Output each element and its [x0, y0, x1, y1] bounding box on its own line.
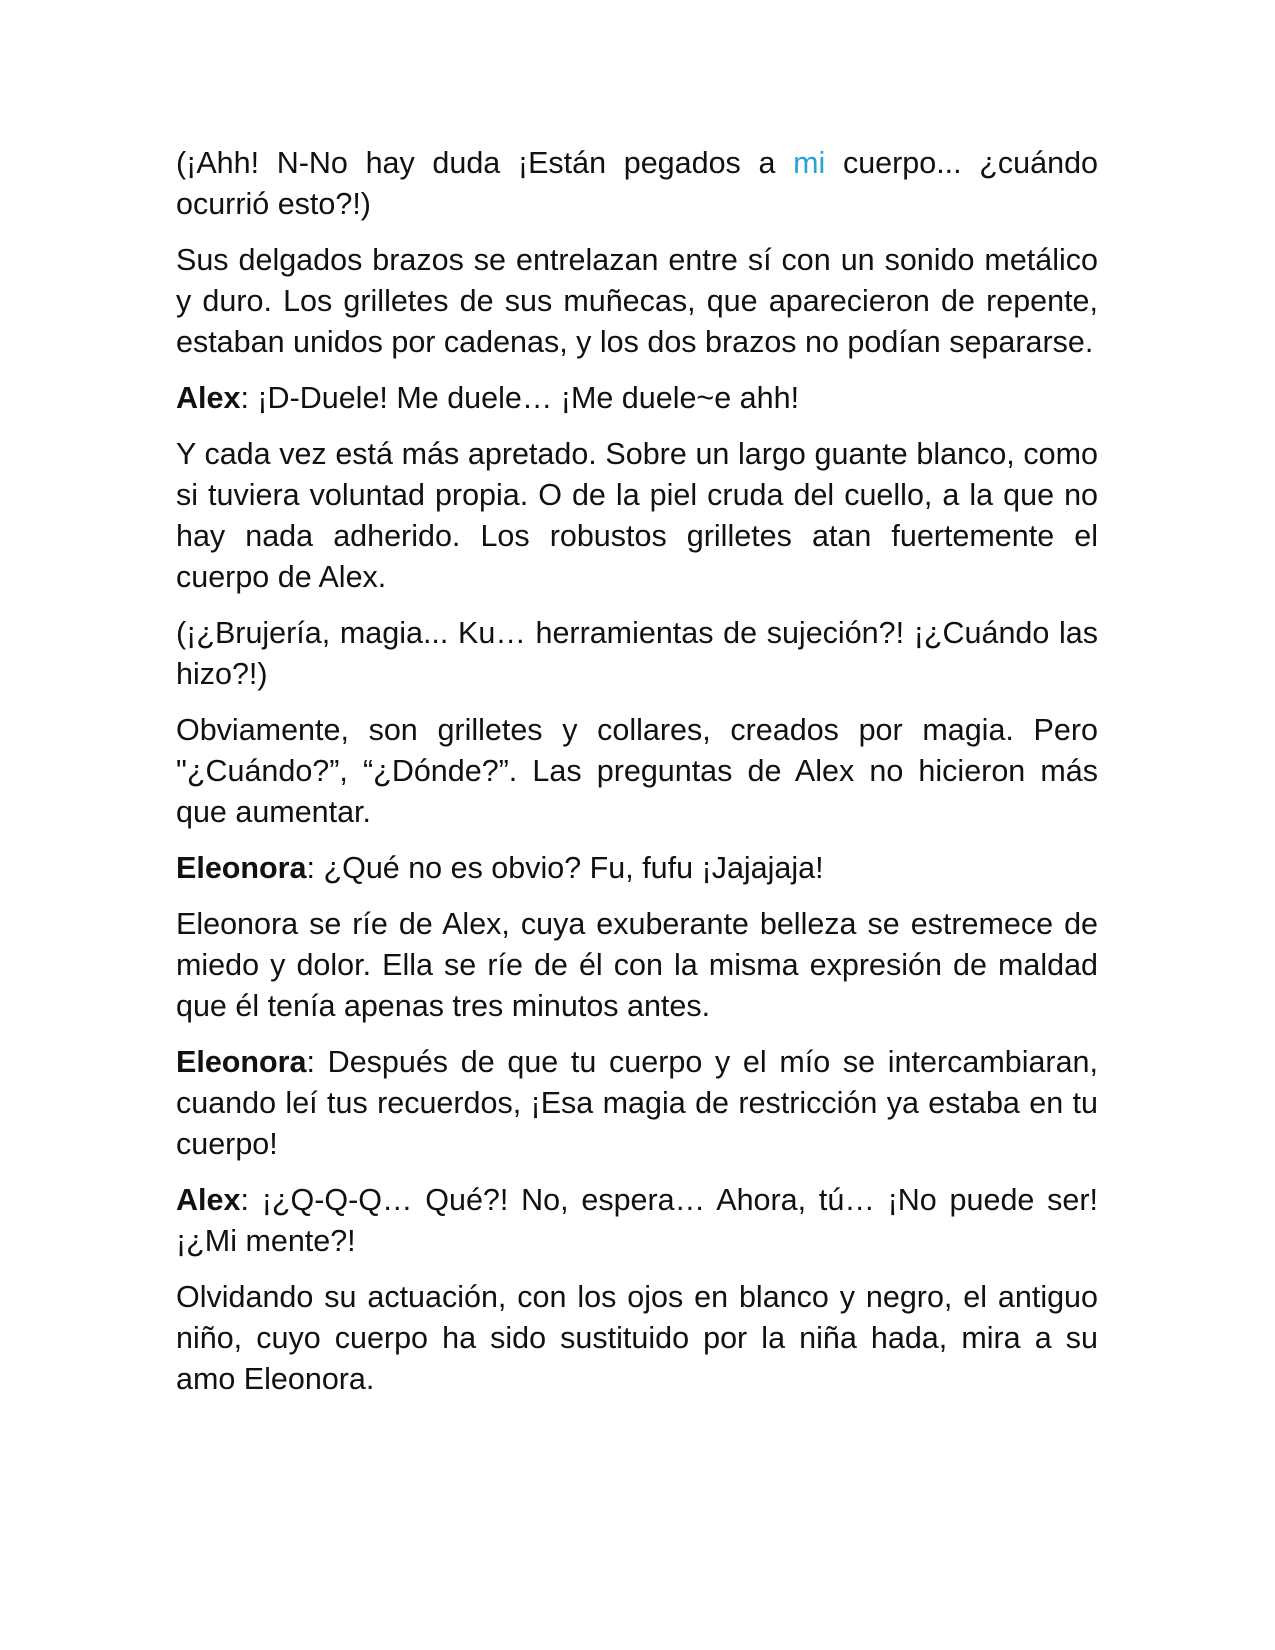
paragraph-narration: Obviamente, son grilletes y collares, creados por magia. Pero "¿Cuándo?”, “¿Dónde?”. Las preguntas de Alex no hicieron más que aumentar.: [176, 713, 1098, 829]
speaker-name: Alex: [176, 1183, 241, 1217]
paragraph-narration: Olvidando su actuación, con los ojos en blanco y negro, el antiguo niño, cuyo cuerpo ha sido sustituido por la niña hada, mira a su amo Eleonora.: [176, 1280, 1098, 1396]
text-segment: (¡Ahh! N-No hay duda ¡Están pegados a: [176, 146, 794, 180]
paragraph-dialogue: [176, 1180, 1098, 1262]
paragraph-dialogue: [176, 848, 1098, 889]
speaker-name: Alex: [176, 381, 241, 415]
dialogue-text: : Después de que tu cuerpo y el mío se intercambiaran, cuando leí tus recuerdos, ¡Esa magia de restricción ya estaba en tu cuerpo!: [176, 1045, 1098, 1161]
dialogue-text: : ¿Qué no es obvio? Fu, fufu ¡Jajajaja!: [306, 851, 824, 885]
paragraph-dialogue: [176, 1042, 1098, 1165]
paragraph-thought: (¡¿Brujería, magia... Ku… herramientas de sujeción?! ¡¿Cuándo las hizo?!): [176, 616, 1098, 691]
document-page: [176, 143, 1098, 1415]
speaker-name: Eleonora: [176, 1045, 307, 1079]
speaker-name: Eleonora: [176, 851, 307, 885]
paragraph-narration: Sus delgados brazos se entrelazan entre sí con un sonido metálico y duro. Los grilletes de sus muñecas, que aparecieron de repente, estaban unidos por cadenas, y los dos brazos no podían separarse.: [176, 243, 1098, 359]
dialogue-text: : ¡¿Q-Q-Q… Qué?! No, espera… Ahora, tú… ¡No puede ser! ¡¿Mi mente?!: [176, 1183, 1098, 1258]
highlighted-word: mi: [793, 146, 826, 180]
dialogue-text: : ¡D-Duele! Me duele… ¡Me duele~e ahh!: [240, 381, 800, 415]
paragraph-narration: Eleonora se ríe de Alex, cuya exuberante belleza se estremece de miedo y dolor. Ella se ríe de él con la misma expresión de maldad que él tenía apenas tres minutos antes.: [176, 907, 1098, 1023]
paragraph-thought: [176, 143, 1098, 225]
paragraph-narration: Y cada vez está más apretado. Sobre un largo guante blanco, como si tuviera voluntad propia. O de la piel cruda del cuello, a la que no hay nada adherido. Los robustos grilletes atan fuertemente el cuerpo de Alex.: [176, 437, 1098, 594]
text-segment: cuerpo... ¿cuándo ocurrió esto?!): [176, 146, 1098, 221]
paragraph-dialogue: [176, 378, 1098, 419]
